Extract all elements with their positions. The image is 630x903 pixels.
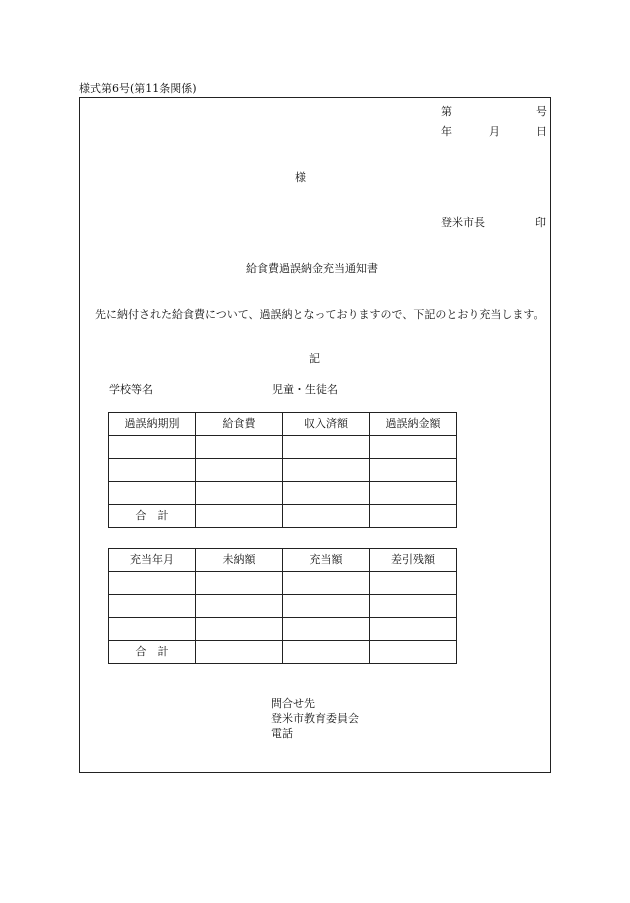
total-row (109, 641, 457, 664)
table-cell[interactable] (283, 641, 370, 664)
student-name-label: 児童・生徒名 (272, 383, 338, 396)
table-cell[interactable] (370, 505, 457, 528)
issuer-name: 登米市長 (441, 216, 485, 229)
column-header: 充当額 (283, 549, 370, 572)
number-prefix: 第 (441, 105, 452, 118)
table-row (109, 436, 457, 459)
total-label: 合 計 (109, 505, 196, 528)
table-row (109, 482, 457, 505)
total-row (109, 505, 457, 528)
table-row (109, 572, 457, 595)
column-header: 充当年月 (109, 549, 196, 572)
school-name-label: 学校等名 (109, 383, 153, 396)
table-row (109, 618, 457, 641)
table-cell[interactable] (109, 459, 196, 482)
column-header: 差引残額 (370, 549, 457, 572)
document-title: 給食費過誤納金充当通知書 (246, 262, 378, 275)
table-cell[interactable] (109, 595, 196, 618)
table-cell[interactable] (283, 618, 370, 641)
table-cell[interactable] (196, 595, 283, 618)
table-cell[interactable] (370, 436, 457, 459)
ki-heading: 記 (309, 352, 320, 365)
table-cell[interactable] (196, 436, 283, 459)
table-cell[interactable] (283, 505, 370, 528)
body-text: 先に納付された給食費について、過誤納となっておりますので、下記のとおり充当します。 (95, 308, 545, 321)
contact-heading: 問合せ先 (271, 697, 315, 710)
table-cell[interactable] (370, 618, 457, 641)
table-header-row (109, 549, 457, 572)
table-cell[interactable] (109, 436, 196, 459)
table-cell[interactable] (370, 641, 457, 664)
table-cell[interactable] (283, 595, 370, 618)
table-cell[interactable] (109, 618, 196, 641)
table-row (109, 459, 457, 482)
table-cell[interactable] (196, 618, 283, 641)
form-number-label: 様式第6号(第11条関係) (79, 82, 197, 95)
table-cell[interactable] (196, 572, 283, 595)
date-day: 日 (536, 125, 547, 138)
table-header-row (109, 413, 457, 436)
column-header: 過誤納金額 (370, 413, 457, 436)
allocation-table (108, 548, 457, 664)
column-header: 過誤納期別 (109, 413, 196, 436)
table-cell[interactable] (370, 482, 457, 505)
issuer-seal: 印 (535, 216, 546, 229)
table-cell[interactable] (283, 459, 370, 482)
table-cell[interactable] (196, 482, 283, 505)
table-cell[interactable] (109, 482, 196, 505)
table-cell[interactable] (370, 572, 457, 595)
table-cell[interactable] (196, 641, 283, 664)
contact-organization: 登米市教育委員会 (271, 712, 359, 725)
date-month: 月 (489, 125, 500, 138)
table-cell[interactable] (283, 572, 370, 595)
column-header: 収入済額 (283, 413, 370, 436)
addressee-suffix: 様 (295, 171, 306, 184)
overpayment-table (108, 412, 457, 528)
table-cell[interactable] (196, 505, 283, 528)
number-suffix: 号 (536, 105, 547, 118)
table-cell[interactable] (370, 595, 457, 618)
date-year: 年 (441, 125, 452, 138)
total-label: 合 計 (109, 641, 196, 664)
column-header: 未納額 (196, 549, 283, 572)
table-cell[interactable] (283, 436, 370, 459)
table-cell[interactable] (283, 482, 370, 505)
table-cell[interactable] (196, 459, 283, 482)
table-row (109, 595, 457, 618)
table-cell[interactable] (370, 459, 457, 482)
column-header: 給食費 (196, 413, 283, 436)
contact-phone-label: 電話 (271, 727, 293, 740)
table-cell[interactable] (109, 572, 196, 595)
